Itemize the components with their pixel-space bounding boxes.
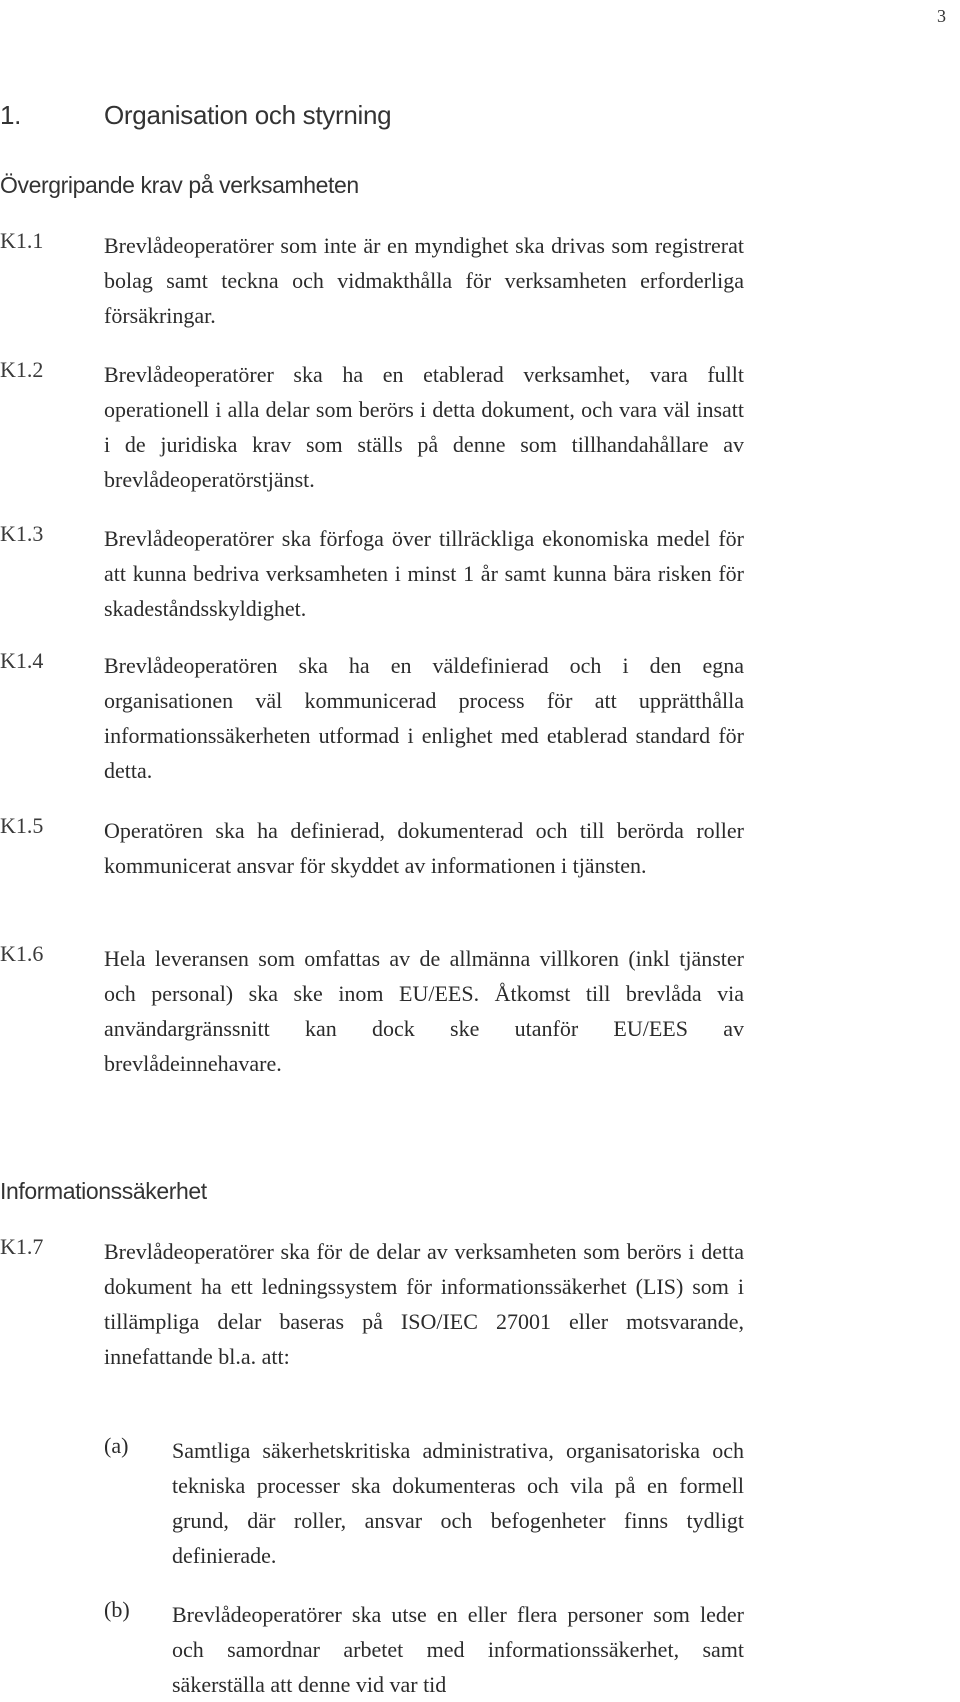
requirement-id: K1.3 <box>0 521 44 546</box>
requirement-id: K1.4 <box>0 648 44 673</box>
subsection-heading-informationssakerhet: Informationssäkerhet <box>0 1178 207 1204</box>
subitem-label: (a) <box>104 1433 129 1458</box>
section-title: Organisation och styrning <box>104 100 392 130</box>
requirement-id: K1.6 <box>0 941 44 966</box>
requirement-text: Hela leveransen som omfattas av de allmänna villkoren (inkl tjänster och personal) ska ske inom EU/EES. Åtkomst till brevlåda via användargränssnitt kan dock ske utanför EU/EES av brevlådeinnehavare. <box>104 946 744 1076</box>
requirement-text: Brevlådeoperatörer som inte är en myndighet ska drivas som registrerat bolag samt teckna och vidmakthålla för verksamheten erforderliga försäkringar. <box>104 233 744 328</box>
requirement-text: Brevlådeoperatörer ska för de delar av verksamheten som berörs i detta dokument ha ett ledningssystem för informationssäkerhet (LIS) som i tillämpliga delar baseras på ISO/IEC 27001 eller motsvarande, innefattande bl.a. att: <box>104 1239 744 1369</box>
requirement-text: Brevlådeoperatörer ska ha en etablerad verksamhet, vara fullt operationell i alla delar som berörs i detta dokument, och vara väl insatt i de juridiska krav som ställs på denne som tillhandahållare av brevlådeoperatörstjänst. <box>104 362 744 492</box>
requirement-id: K1.5 <box>0 813 44 838</box>
requirement-id: K1.7 <box>0 1234 44 1259</box>
subitem-text: Samtliga säkerhetskritiska administrativa, organisatoriska och tekniska processer ska dokumenteras och vila på en formell grund, där roller, ansvar och befogenheter finns tydligt definierade. <box>172 1438 744 1568</box>
subsection-heading-overgripande: Övergripande krav på verksamheten <box>0 172 359 198</box>
requirement-text: Brevlådeoperatören ska ha en väldefinierad och i den egna organisationen väl kommunicerad process för att upprätthålla informationssäkerheten utformad i enlighet med etablerad standard för detta. <box>104 653 744 783</box>
section-number: 1. <box>0 100 22 130</box>
requirement-text: Brevlådeoperatörer ska förfoga över tillräckliga ekonomiska medel för att kunna bedriva verksamheten i minst 1 år samt kunna bära risken för skadeståndsskyldighet. <box>104 526 744 621</box>
subitem-text: Brevlådeoperatörer ska utse en eller flera personer som leder och samordnar arbetet med informationssäkerhet, samt säkerställa att denne vid var tid <box>172 1602 744 1697</box>
page-number: 3 <box>937 6 946 26</box>
requirement-text: Operatören ska ha definierad, dokumenterad och till berörda roller kommunicerat ansvar för skyddet av informationen i tjänsten. <box>104 818 744 878</box>
requirement-id: K1.1 <box>0 228 44 253</box>
requirement-id: K1.2 <box>0 357 44 382</box>
section-heading <box>0 100 391 131</box>
subitem-label: (b) <box>104 1597 130 1622</box>
